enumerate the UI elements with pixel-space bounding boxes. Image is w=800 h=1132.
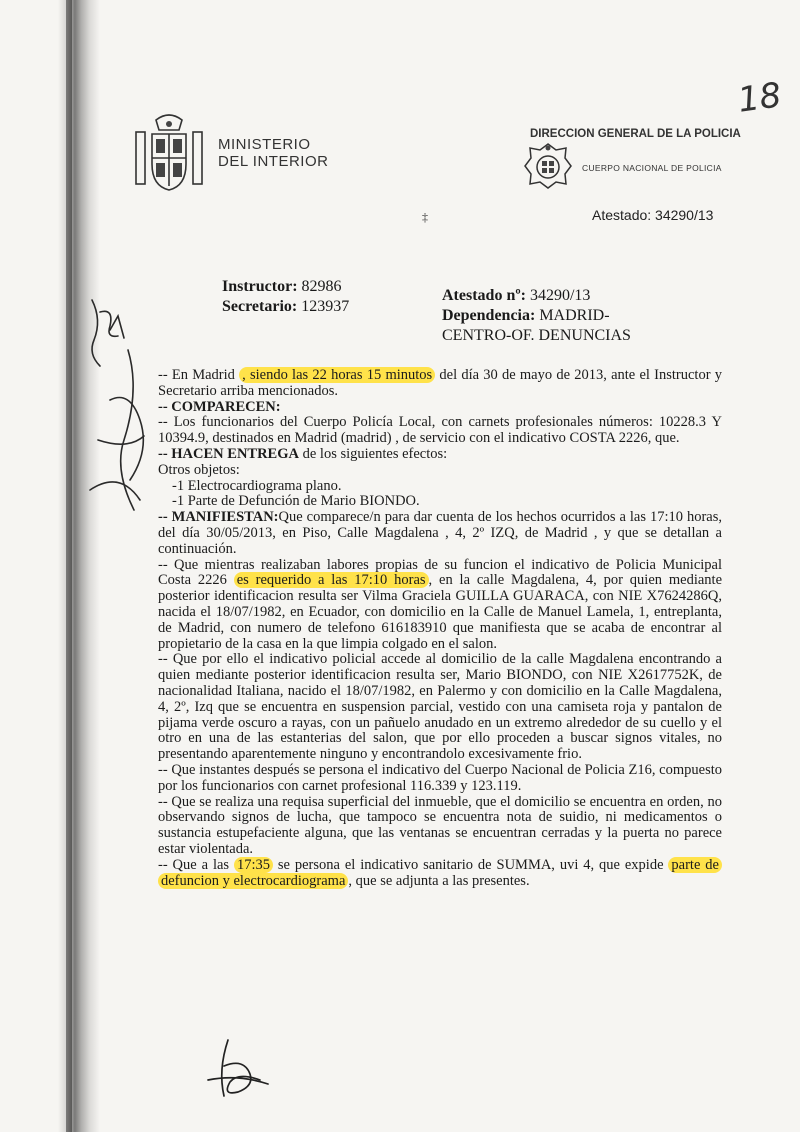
heading-manifiestan: -- MANIFIESTAN: (158, 509, 279, 526)
atestado-header: Atestado: 34290/13 (592, 207, 714, 223)
instructor-label: Instructor: (222, 278, 298, 295)
p3-text-a: -- Que mientras realizaban labores propias de su funcion el indicativo de Policia Municipal Costa 2226 (158, 556, 722, 589)
signature-icon (198, 1036, 276, 1100)
p3-text-b: , en la calle Magdalena, 4, por quien mediante posterior identificacion resulta ser Vilma Graciela GUILLA GUARACA, con NIE X7624286Q, nacida el 18/07/1982, en Ecuador, con domicilio en la Calle de Manuel Lamela, 1, entreplanta, de Madrid, con numero de telefono 616183910 que manifiesta que se acaba de encontrar al propietario de la casa en la que limpia colgado en el salon. (158, 572, 723, 652)
paragraph-hacen-entrega (158, 447, 722, 463)
coat-of-arms-icon (128, 112, 210, 198)
secretario-label: Secretario: (222, 298, 298, 315)
dependencia-value-1: MADRID- (539, 307, 610, 324)
p7-text-b: se persona el indicativo sanitario de SUMMA, uvi 4, que expide (272, 856, 669, 873)
dependencia-value-2: CENTRO-OF. DENUNCIAS (442, 327, 631, 344)
paragraph-manifiestan (158, 510, 722, 557)
secretario-value: 123937 (301, 298, 350, 315)
ministry-line-1: MINISTERIO (218, 136, 311, 153)
police-badge-icon (522, 140, 574, 196)
p7-text-c: , que se adjunta a las presentes. (348, 872, 530, 889)
p7-text-a: -- Que a las (158, 856, 234, 873)
ministry-name (218, 136, 328, 170)
paragraph-funcionarios: -- Los funcionarios del Cuerpo Policía Local, con carnets profesionales números: 10228.3 Y 10394.9, destinados en Madrid (madrid) , de servicio con el indicativo COSTA 2226, que. (158, 414, 722, 447)
cuerpo-nacional-title: CUERPO NACIONAL DE POLICIA (582, 163, 722, 173)
ministry-line-2: DEL INTERIOR (218, 153, 329, 170)
paragraph-summa (158, 858, 722, 890)
hacen-entrega-text: de los siguientes efectos: (298, 445, 448, 462)
instructor-block (222, 277, 349, 317)
highlight-1735: 17:35 (234, 857, 273, 873)
manifiestan-text: Que comparece/n para dar cuenta de los hechos ocurridos a las 17:10 horas, del día 30/05/2013, en Piso, Calle Magdalena , 4, 2º IZQ, de Madrid , y que se detallan a continuación. (158, 509, 723, 557)
paragraph-requisa: -- Que se realiza una requisa superficial del inmueble, que el domicilio se encuentra en orden, no observando signos de lucha, que tampoco se encuentra nota de suidio, ni medicamentos o sustancia estupefaciente alguna, que las ventanas se encuentran cerradas y la puerta no parece estar violentada. (158, 793, 722, 857)
heading-hacen-entrega: -- HACEN ENTREGA (158, 445, 299, 462)
heading-comparecen: -- COMPARECEN: (158, 398, 281, 415)
highlight-time: , siendo las 22 horas 15 minutos (239, 367, 435, 383)
margin-handwriting-icon (70, 290, 160, 530)
atestado-label: Atestado nº: (442, 287, 526, 304)
scan-mark: ‡ (422, 210, 428, 224)
highlight-requerido: es requerido a las 17:10 horas (234, 572, 429, 588)
paragraph-requerido (158, 558, 722, 653)
dependencia-label: Dependencia: (442, 307, 536, 324)
atestado-value: 34290/13 (529, 287, 591, 304)
instructor-value: 82986 (301, 278, 342, 295)
otros-objetos: Otros objetos: (158, 461, 240, 478)
item-parte-defuncion: -1 Parte de Defunción de Mario BIONDO. (172, 493, 420, 510)
p1-text-a: -- En Madrid (158, 367, 240, 383)
scan-binding-shadow (58, 0, 100, 1132)
paragraph-date (158, 368, 722, 400)
direccion-general-title: DIRECCION GENERAL DE LA POLICIA (530, 128, 741, 140)
item-electrocardiograma: -1 Electrocardiograma plano. (172, 477, 342, 494)
atestado-block (442, 286, 631, 346)
highlight-parte-defuncion: parte de defuncion y electrocardiograma (158, 857, 722, 889)
report-body (158, 368, 722, 889)
paragraph-domicilio: -- Que por ello el indicativo policial accede al domicilio de la calle Magdalena encontrando a quien mediante posterior identificacion resulta ser, Mario BIONDO, con NIE X2617752K, de nacionalidad Italiana, nacido el 18/07/1982, en Palermo y con domicilio en la Calle Magdalena, 4, 2º, Izq que se encuentra en suspension parcial, vestido con una camiseta roja y pantalon de pijama verde oscuro a rayas, con un pañuelo anudado en un extremo alrededor de su cuello y el otro en una de las estanterias del salon, que por ello proceden a buscar signos vitales, no presentando aparentemente ninguno y encontrandolo excesivamente frio. (158, 651, 722, 763)
handwritten-page-number: 18 (735, 75, 784, 121)
p1-text-b: del día 30 de mayo de 2013, ante el Instructor y Secretario arriba mencionados. (158, 367, 722, 399)
scan-binding-line (66, 0, 72, 1132)
paragraph-cnp: -- Que instantes después se persona el indicativo del Cuerpo Nacional de Policia Z16, compuesto por los funcionarios con carnet profesional 116.339 y 123.119. (158, 761, 722, 794)
